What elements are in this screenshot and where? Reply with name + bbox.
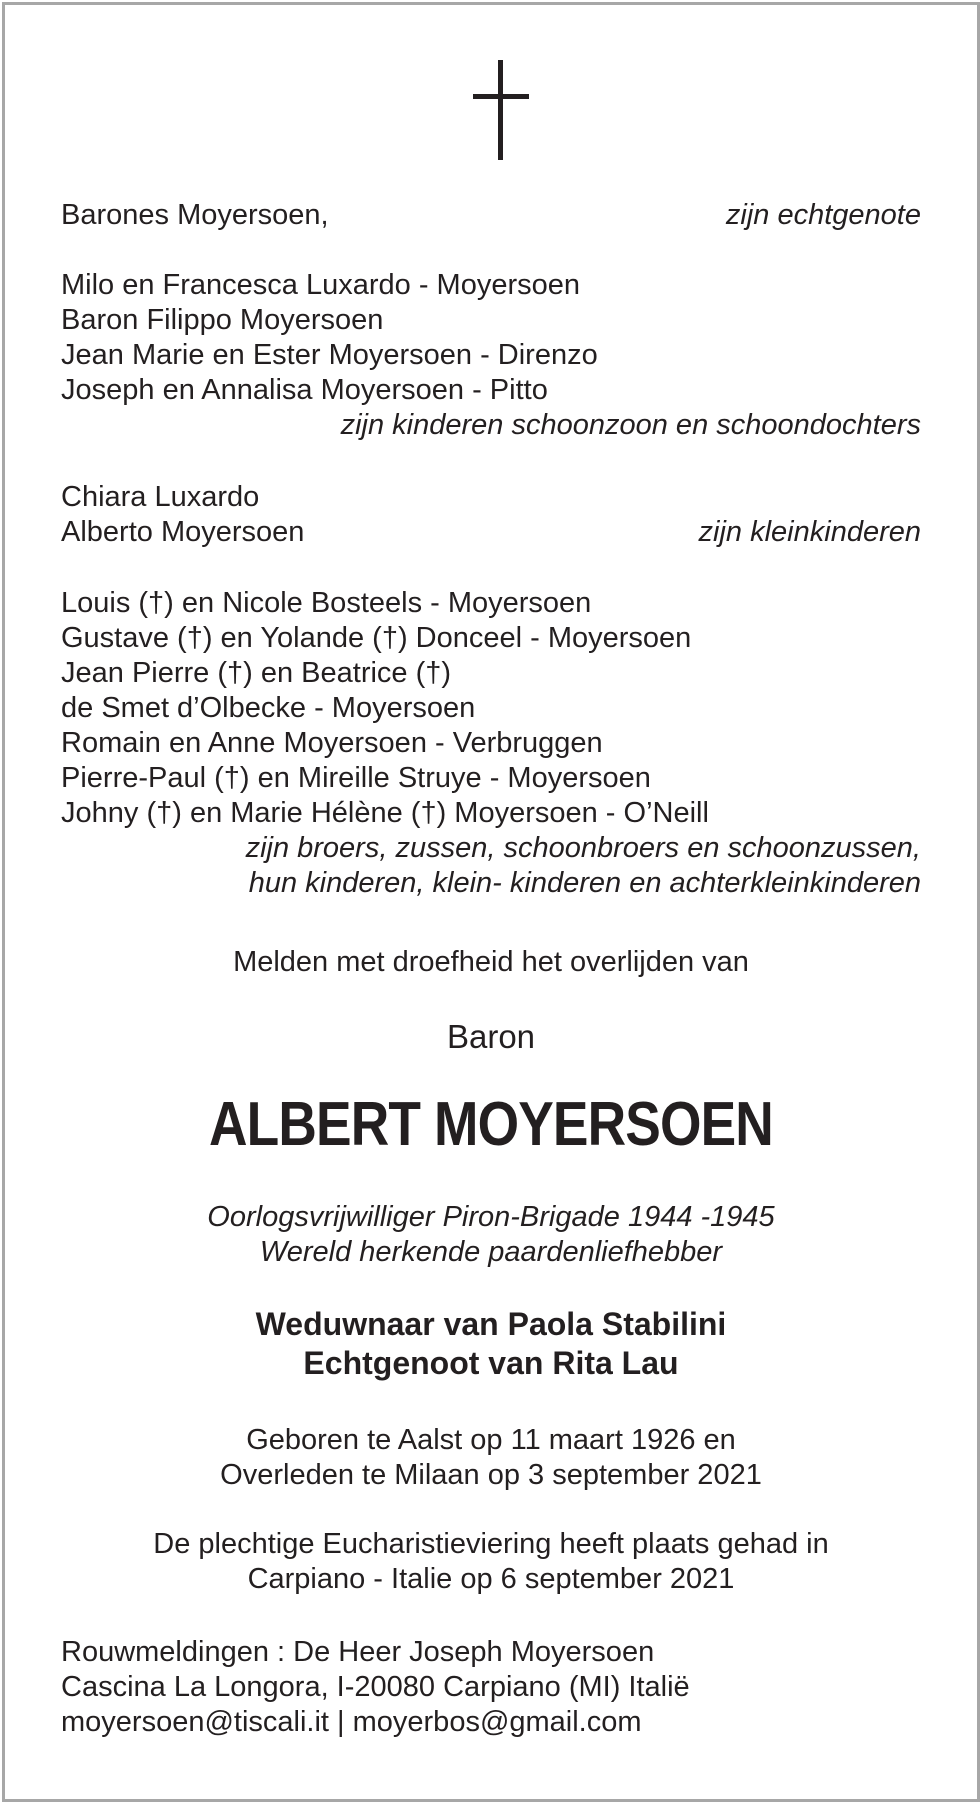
- sibling-line: Jean Pierre (†) en Beatrice (†): [61, 657, 452, 689]
- sibling-line: Pierre-Paul (†) en Mireille Struye - Moyersoen: [61, 762, 651, 794]
- cross-icon: [5, 60, 977, 170]
- sibling-line: Romain en Anne Moyersoen - Verbruggen: [61, 727, 603, 759]
- spouse-name: Barones Moyersoen,: [61, 199, 329, 231]
- ceremony-line: Carpiano - Italie op 6 september 2021: [247, 1563, 735, 1595]
- children-role: zijn kinderen schoonzoon en schoondochters: [340, 409, 921, 441]
- contact-line: Cascina La Longora, I-20080 Carpiano (MI) Italië: [61, 1671, 690, 1703]
- sibling-line: Louis (†) en Nicole Bosteels - Moyersoen: [61, 587, 592, 619]
- life-line: Geboren te Aalst op 11 maart 1926 en: [246, 1424, 736, 1456]
- spouse-role: zijn echtgenote: [725, 199, 921, 231]
- relation-line: Echtgenoot van Rita Lau: [303, 1345, 679, 1381]
- ceremony-line: De plechtige Eucharistieviering heeft plaats gehad in: [153, 1528, 829, 1560]
- deceased-name: ALBERT MOYERSOEN: [209, 1090, 773, 1159]
- obituary-card: [2, 2, 980, 1802]
- siblings-role: zijn broers, zussen, schoonbroers en schoonzussen,: [245, 832, 921, 864]
- grandchildren-role: zijn kleinkinderen: [698, 516, 921, 548]
- relation-line: Weduwnaar van Paola Stabilini: [255, 1306, 727, 1342]
- sibling-line: Johny (†) en Marie Hélène (†) Moyersoen - O’Neill: [61, 797, 709, 829]
- child-line: Milo en Francesca Luxardo - Moyersoen: [61, 269, 581, 301]
- grandchild-line: Chiara Luxardo: [61, 481, 260, 513]
- grandchild-line: Alberto Moyersoen: [61, 516, 305, 548]
- sibling-line: de Smet d’Olbecke - Moyersoen: [61, 692, 476, 724]
- child-line: Baron Filippo Moyersoen: [61, 304, 384, 336]
- sibling-line: Gustave (†) en Yolande (†) Donceel - Moyersoen: [61, 622, 692, 654]
- description-line: Wereld herkende paardenliefhebber: [259, 1236, 723, 1268]
- description-line: Oorlogsvrijwilliger Piron-Brigade 1944 -1945: [207, 1201, 775, 1233]
- child-line: Jean Marie en Ester Moyersoen - Direnzo: [61, 339, 598, 371]
- announcement-text: Melden met droefheid het overlijden van: [233, 946, 749, 978]
- child-line: Joseph en Annalisa Moyersoen - Pitto: [61, 374, 548, 406]
- contact-line: moyersoen@tiscali.it | moyerbos@gmail.com: [61, 1706, 642, 1738]
- siblings-role: hun kinderen, klein- kinderen en achterkleinkinderen: [248, 867, 921, 899]
- title-text: Baron: [446, 1018, 536, 1055]
- contact-line: Rouwmeldingen : De Heer Joseph Moyersoen: [61, 1636, 655, 1668]
- life-line: Overleden te Milaan op 3 september 2021: [220, 1459, 762, 1491]
